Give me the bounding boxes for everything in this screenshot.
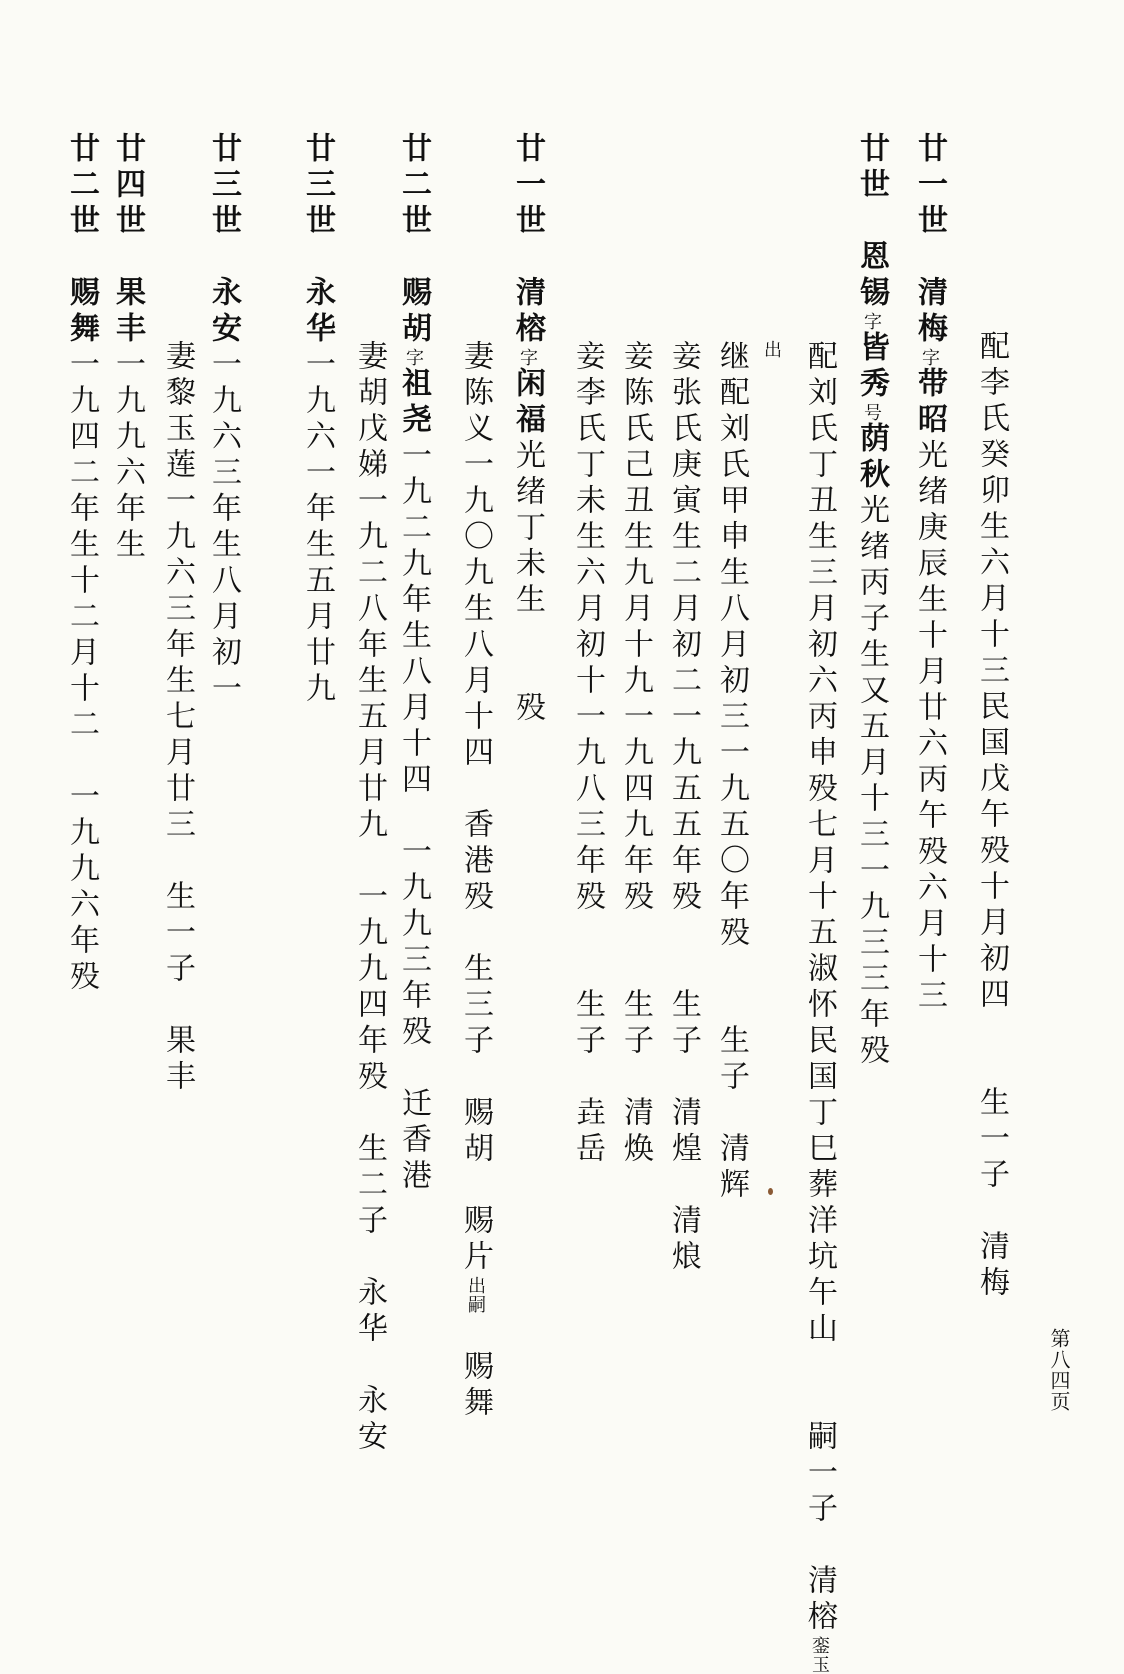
person-name: 永安: [206, 276, 241, 348]
text-column: [714, 340, 749, 1204]
text-column: [618, 340, 653, 1168]
annotation-text: 出: [761, 340, 782, 359]
generation-label: 廿三世: [206, 132, 241, 240]
generation-entry: [396, 132, 431, 1195]
text-column: [974, 330, 1009, 1302]
hao-marker: 号: [861, 403, 882, 422]
zi-marker: 字: [517, 348, 538, 367]
generation-entry: [300, 132, 335, 708]
column-text: 一九二九年生八月十四 一九九三年殁 迁香港: [396, 439, 431, 1195]
text-column: [352, 340, 387, 1456]
column-text: 光绪丁未生 殁: [510, 439, 545, 727]
courtesy-name: 带昭: [912, 367, 947, 439]
column-text: 妾李氏丁未生六月初十一九八三年殁 生子 垚岳: [570, 340, 605, 1168]
column-text: 一九六三年生八月初一: [206, 348, 241, 708]
text-column: [160, 340, 195, 1096]
annotation: 銮玉: [809, 1636, 830, 1674]
column-text: 光绪庚辰生十月廿六丙午殁六月十三: [912, 439, 947, 1015]
text-column: [666, 340, 701, 1276]
generation-entry: [110, 132, 145, 564]
courtesy-name: 皆秀: [854, 331, 889, 403]
column-text: 妻陈义一九〇九生八月十四 香港殁 生三子 赐胡 赐片: [458, 340, 493, 1276]
column-text: 配刘氏丁丑生三月初六丙申殁七月十五淑怀民国丁巳葬洋坑午山 嗣一子 清榕: [802, 340, 837, 1636]
courtesy-name: 祖尧: [396, 367, 431, 439]
art-name: 荫秋: [854, 422, 889, 494]
column-text: 一九六一年生五月廿九: [300, 348, 335, 708]
generation-entry: [854, 132, 889, 1070]
text-column: [458, 340, 493, 1422]
column-text: 妾陈氏己丑生九月十九一九四九年殁 生子 清焕: [618, 340, 653, 1168]
generation-entry: [206, 132, 241, 708]
person-name: 永华: [300, 276, 335, 348]
generation-label: 廿三世: [300, 132, 335, 240]
column-text: 配李氏癸卯生六月十三民国戊午殁十月初四 生一子 清梅: [974, 330, 1009, 1302]
generation-entry: [510, 132, 545, 727]
text-column: [802, 340, 837, 1674]
person-name: 赐胡: [396, 276, 431, 348]
person-name: 恩锡: [854, 240, 889, 312]
generation-label: 廿二世: [64, 132, 99, 240]
generation-label: 廿二世: [396, 132, 431, 240]
courtesy-name: 闲福: [510, 367, 545, 439]
column-text: 妾张氏庚寅生二月初二一九五五年殁 生子 清煌 清烺: [666, 340, 701, 1276]
person-name: 清榕: [510, 276, 545, 348]
zi-marker: 字: [861, 312, 882, 331]
paper-speck: [768, 1188, 773, 1195]
generation-entry: [64, 132, 99, 996]
zi-marker: 字: [919, 348, 940, 367]
generation-entry: [912, 132, 947, 1015]
column-text: 妻胡戊娣一九二八年生五月廿九 一九九四年殁 生二子 永华 永安: [352, 340, 387, 1456]
column-text: 继配刘氏甲申生八月初三一九五〇年殁 生子 清辉: [714, 340, 749, 1204]
person-name: 果丰: [110, 276, 145, 348]
column-text: 妻黎玉莲一九六三年生七月廿三 生一子 果丰: [160, 340, 195, 1096]
generation-label: 廿一世: [912, 132, 947, 240]
generation-label: 廿四世: [110, 132, 145, 240]
page-number: 第八四页: [1047, 1328, 1071, 1412]
column-text: 光绪丙子生又五月十三一九三三年殁: [854, 494, 889, 1070]
column-text: 一九九六年生: [110, 348, 145, 564]
person-name: 赐舞: [64, 276, 99, 348]
zi-marker: 字: [403, 348, 424, 367]
annotation: 出嗣: [465, 1276, 486, 1314]
column-text: 赐舞: [458, 1350, 493, 1422]
text-column: [570, 340, 605, 1168]
generation-label: 廿一世: [510, 132, 545, 240]
column-text: 一九四二年生十二月十二 一九九六年殁: [64, 348, 99, 996]
annotation: [762, 340, 780, 359]
generation-label: 廿世: [854, 132, 889, 204]
person-name: 清梅: [912, 276, 947, 348]
